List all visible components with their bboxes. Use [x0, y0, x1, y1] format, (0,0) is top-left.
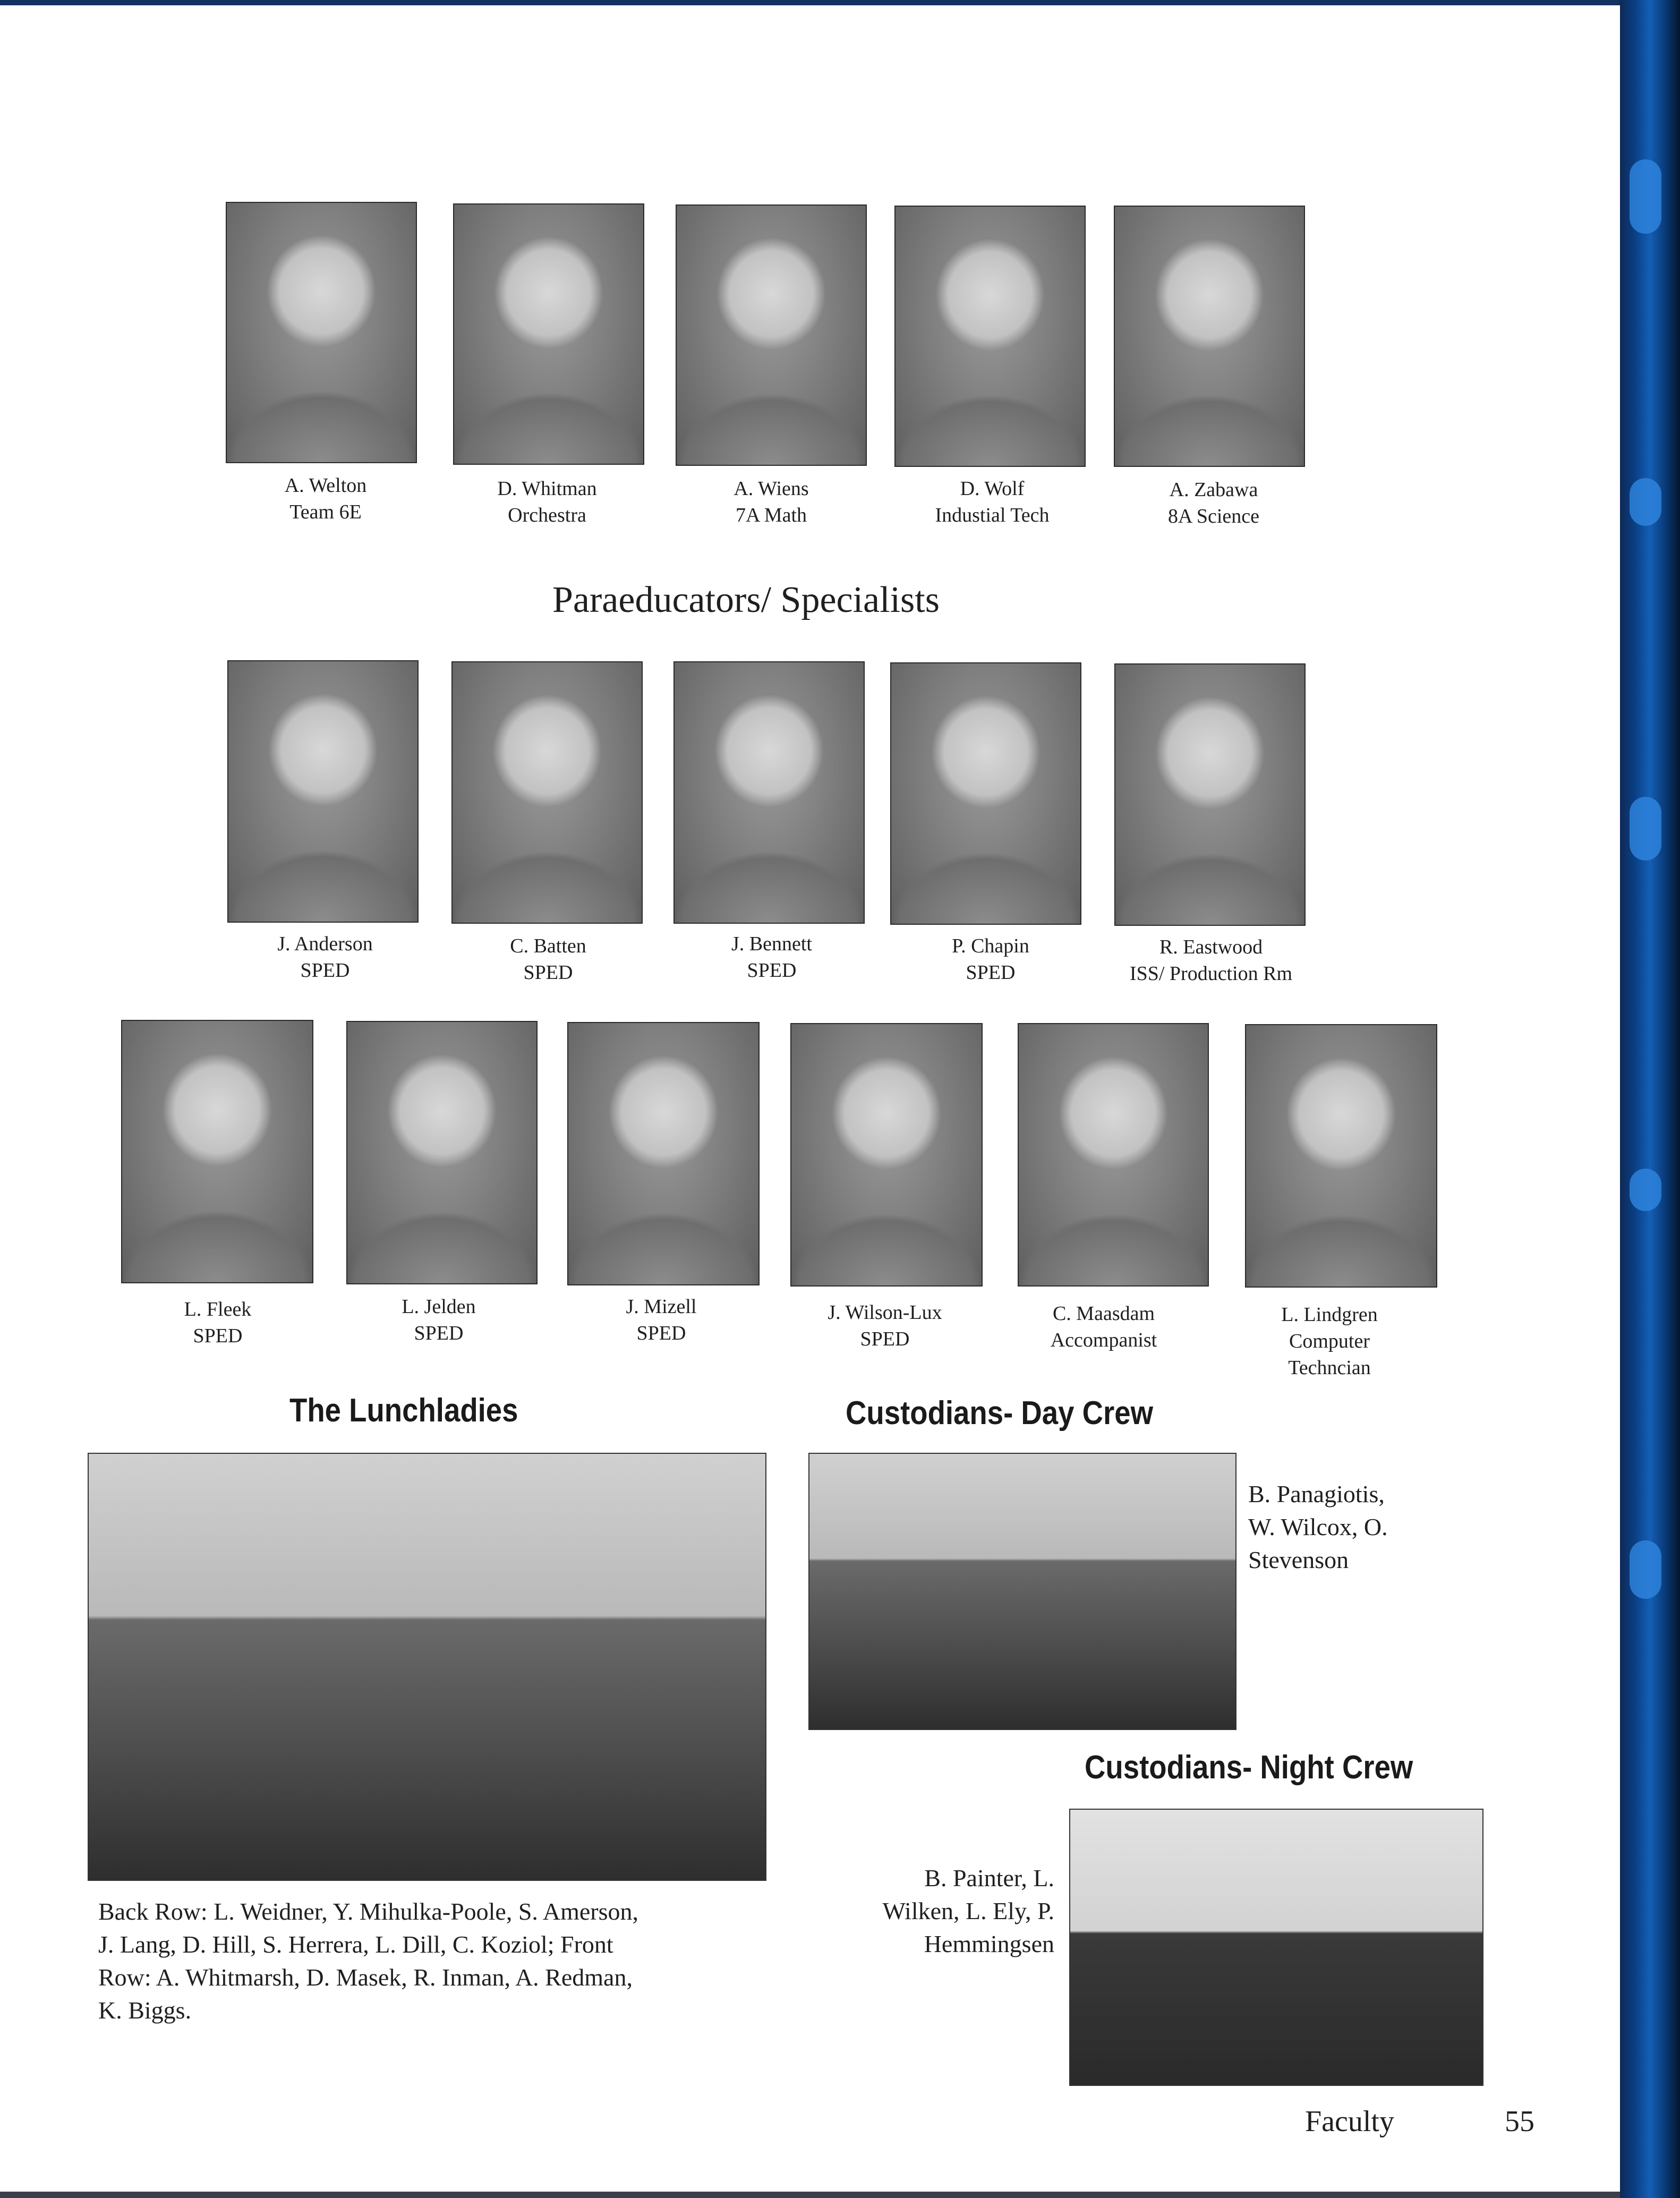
person-name: A. Wiens	[734, 478, 809, 500]
portrait-caption	[555, 1293, 767, 1347]
portrait-caption	[997, 1300, 1210, 1353]
person-name: J. Anderson	[277, 933, 373, 955]
caption-line: J. Lang, D. Hill, S. Herrera, L. Dill, C. Koziol; Front	[98, 1931, 613, 1958]
portrait-caption	[666, 931, 878, 984]
portrait-photo	[453, 203, 644, 465]
person-role: SPED	[414, 1322, 464, 1344]
person-name: L. Lindgren	[1281, 1304, 1378, 1326]
portrait-caption	[442, 933, 654, 986]
section-heading: The Lunchladies	[289, 1392, 518, 1429]
portrait-photo	[451, 661, 643, 924]
group-photo	[1069, 1809, 1483, 2086]
page-top-edge	[0, 0, 1620, 5]
caption-line: B. Painter, L.	[924, 1864, 1054, 1892]
portrait-photo	[121, 1020, 313, 1283]
portrait-caption	[665, 475, 877, 529]
portrait-caption	[441, 475, 653, 529]
portrait-photo	[226, 202, 417, 463]
person-role: Industial Tech	[935, 504, 1050, 526]
person-name: D. Whitman	[497, 478, 597, 500]
person-name: C. Maasdam	[1052, 1302, 1155, 1325]
portrait-photo	[1114, 663, 1306, 926]
section-heading: Custodians- Day Crew	[846, 1395, 1154, 1432]
person-name: A. Welton	[284, 474, 367, 497]
person-role: ISS/ Production Rm	[1129, 962, 1293, 985]
person-name: P. Chapin	[952, 935, 1029, 957]
portrait-caption	[332, 1293, 545, 1347]
portrait-caption	[1089, 934, 1333, 987]
portrait-photo	[790, 1023, 983, 1287]
page-number: 55	[1505, 2105, 1534, 2138]
person-name: L. Fleek	[184, 1298, 252, 1320]
portrait-photo	[567, 1022, 760, 1285]
portrait-photo	[890, 662, 1081, 925]
person-role: SPED	[523, 961, 573, 984]
portrait-photo	[227, 660, 419, 923]
caption-line: K. Biggs.	[98, 1997, 192, 2024]
page-bottom-edge	[0, 2192, 1620, 2198]
person-role: Orchestra	[508, 504, 586, 526]
portrait-caption	[1107, 476, 1320, 530]
person-role-line2: Techncian	[1288, 1357, 1371, 1379]
person-name: J. Wilson-Lux	[828, 1301, 942, 1324]
group-caption	[826, 1862, 1054, 1961]
caption-line: Wilken, L. Ely, P.	[882, 1897, 1054, 1924]
portrait-photo	[894, 206, 1086, 467]
person-name: J. Bennett	[731, 933, 812, 955]
group-photo	[88, 1453, 766, 1881]
caption-line: Back Row: L. Weidner, Y. Mihulka-Poole, S. Amerson,	[98, 1898, 639, 1925]
caption-line: Hemmingsen	[924, 1930, 1054, 1957]
portrait-caption	[886, 475, 1098, 529]
section-heading: Paraeducators/ Specialists	[552, 580, 940, 620]
person-role: SPED	[966, 961, 1016, 984]
person-role: 8A Science	[1167, 505, 1259, 527]
portrait-photo	[1245, 1024, 1437, 1288]
portrait-photo	[1114, 206, 1305, 467]
caption-line: B. Panagiotis,	[1248, 1480, 1385, 1507]
section-heading: Custodians- Night Crew	[1085, 1749, 1413, 1786]
portrait-caption	[219, 472, 432, 525]
page-binding-edge	[1620, 0, 1680, 2198]
person-role: SPED	[300, 959, 350, 982]
person-role: SPED	[747, 959, 797, 982]
portrait-caption	[884, 933, 1097, 986]
footer-section-label: Faculty	[1305, 2105, 1394, 2138]
person-name: J. Mizell	[626, 1296, 697, 1318]
person-role: Computer	[1289, 1330, 1370, 1352]
person-name: L. Jelden	[402, 1296, 476, 1318]
caption-line: W. Wilcox, O.	[1248, 1513, 1388, 1540]
group-photo	[808, 1453, 1236, 1730]
portrait-caption	[779, 1299, 991, 1352]
person-role: SPED	[193, 1325, 243, 1347]
portrait-caption	[112, 1296, 324, 1349]
group-caption	[98, 1895, 789, 2027]
caption-line: Stevenson	[1248, 1546, 1349, 1573]
person-name: R. Eastwood	[1159, 936, 1263, 958]
person-role: Accompanist	[1050, 1329, 1157, 1351]
person-name: D. Wolf	[960, 478, 1025, 500]
portrait-photo	[1018, 1023, 1209, 1287]
person-role: SPED	[860, 1328, 910, 1350]
caption-line: Row: A. Whitmarsh, D. Masek, R. Inman, A. Redman,	[98, 1964, 633, 1991]
portrait-photo	[676, 205, 867, 466]
person-role: SPED	[636, 1322, 686, 1344]
portrait-photo	[346, 1021, 538, 1284]
portrait-caption	[1223, 1301, 1436, 1381]
group-caption	[1248, 1478, 1471, 1577]
portrait-caption	[219, 931, 431, 984]
person-name: A. Zabawa	[1169, 479, 1258, 501]
person-role: 7A Math	[735, 504, 807, 526]
person-role: Team 6E	[289, 501, 362, 523]
person-name: C. Batten	[510, 935, 586, 957]
portrait-photo	[673, 661, 865, 924]
